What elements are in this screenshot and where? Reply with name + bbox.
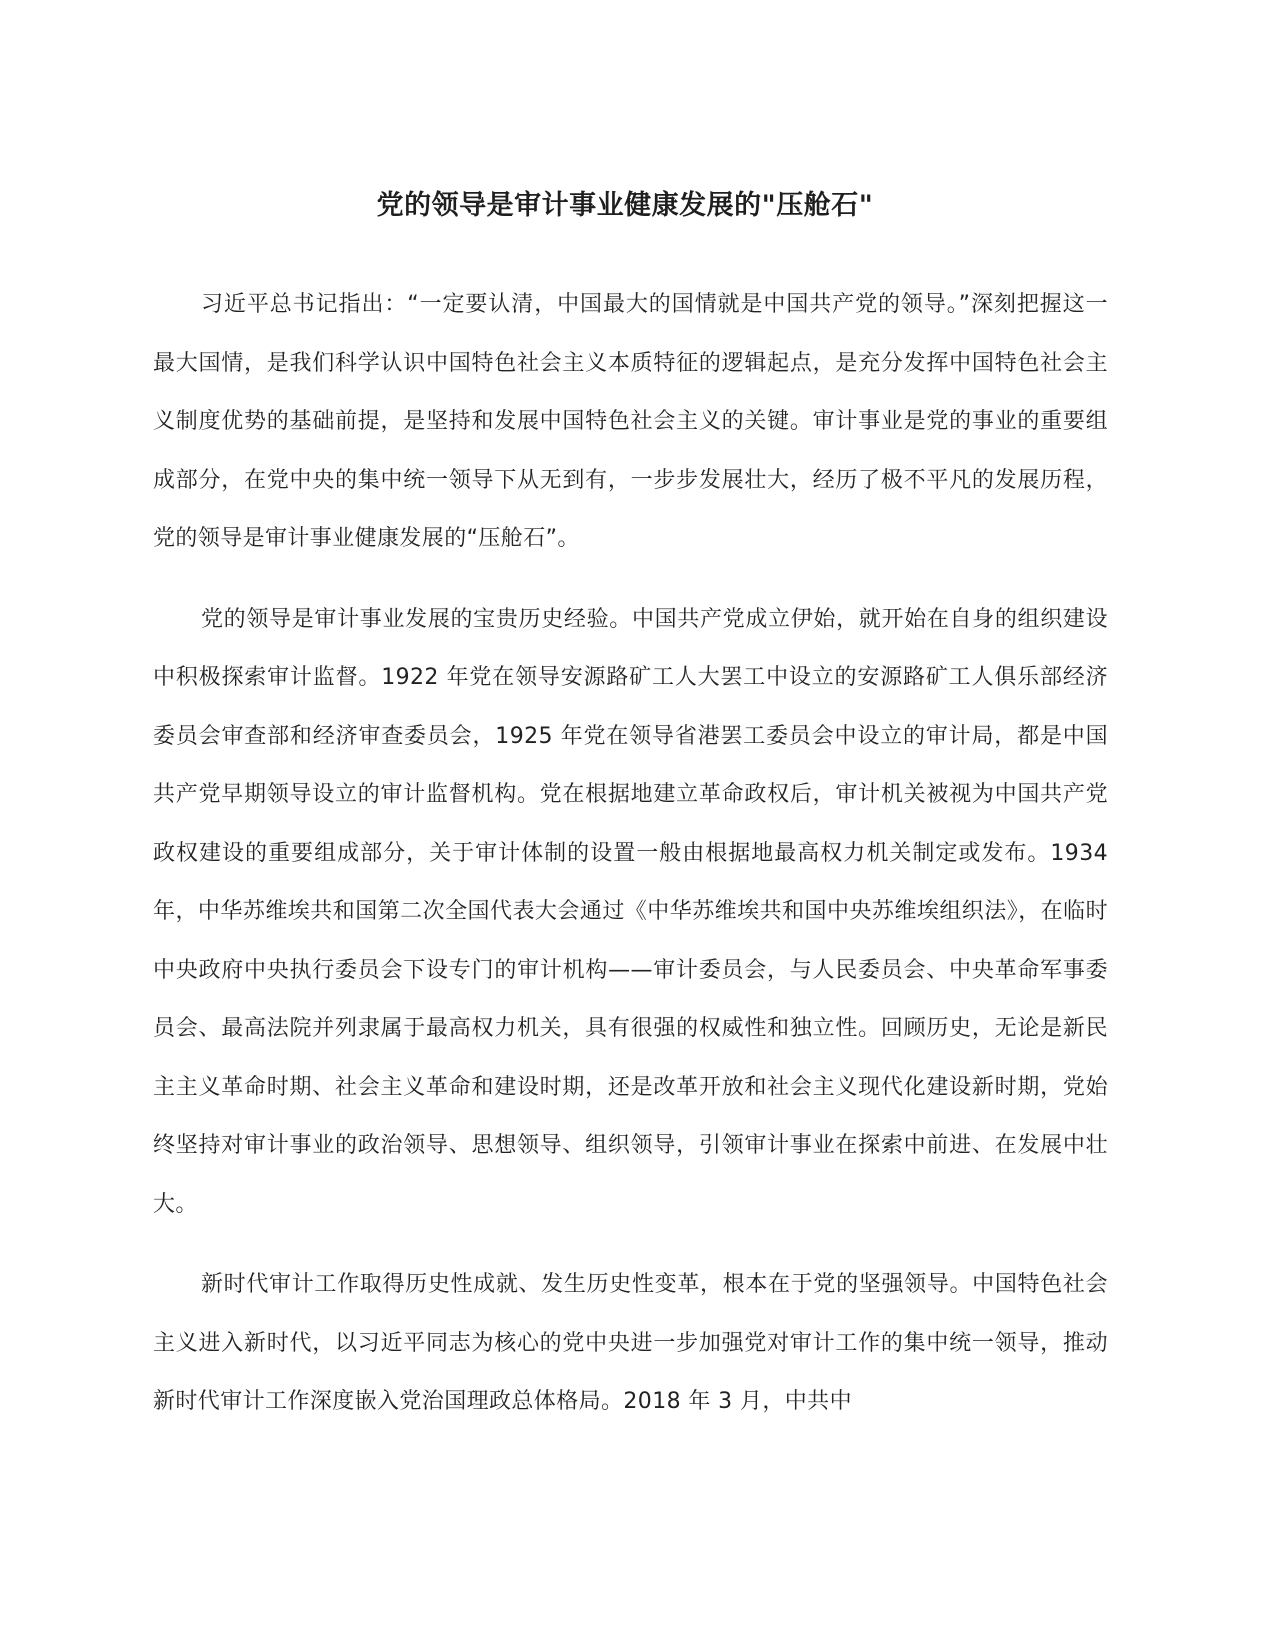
paragraph-intro: 习近平总书记指出：“一定要认清，中国最大的国情就是中国共产党的领导。”深刻把握这一最大国情，是我们科学认识中国特色社会主义本质特征的逻辑起点，是充分发挥中国特色社会主义制度优势的基础前提，是坚持和发展中国特色社会主义的关键。审计事业是党的事业的重要组成部分，在党中央的集中统一领导下从无到有，一步步发展壮大，经历了极不平凡的发展历程，党的领导是审计事业健康发展的“压舱石”。: [153, 292, 1108, 551]
document-title: 党的领导是审计事业健康发展的"压舱石": [376, 190, 874, 221]
paragraph-new-era: 新时代审计工作取得历史性成就、发生历史性变革，根本在于党的坚强领导。中国特色社会主义进入新时代，以习近平同志为核心的党中央进一步加强党对审计工作的集中统一领导，推动新时代审计工作深度嵌入党治国理政总体格局。2018 年 3 月，中共中: [153, 1272, 1108, 1414]
paragraph-history: 党的领导是审计事业发展的宝贵历史经验。中国共产党成立伊始，就开始在自身的组织建设中积极探索审计监督。1922 年党在领导安源路矿工人大罢工中设立的安源路矿工人俱乐部经济委员会审查部和经济审查委员会，1925 年党在领导省港罢工委员会中设立的审计局，都是中国共产党早期领导设立的审计监督机构。党在根据地建立革命政权后，审计机关被视为中国共产党政权建设的重要组成部分，关于审计体制的设置一般由根据地最高权力机关制定或发布。1934 年，中华苏维埃共和国第二次全国代表大会通过《中华苏维埃共和国中央苏维埃组织法》，在临时中央政府中央执行委员会下设专门的审计机构——审计委员会，与人民委员会、中央革命军事委员会、最高法院并列隶属于最高权力机关，具有很强的权威性和独立性。回顾历史，无论是新民主主义革命时期、社会主义革命和建设时期，还是改革开放和社会主义现代化建设新时期，党始终坚持对审计事业的政治领导、思想领导、组织领导，引领审计事业在探索中前进、在发展中壮大。: [153, 606, 1108, 1217]
document-body: [153, 276, 1108, 1454]
